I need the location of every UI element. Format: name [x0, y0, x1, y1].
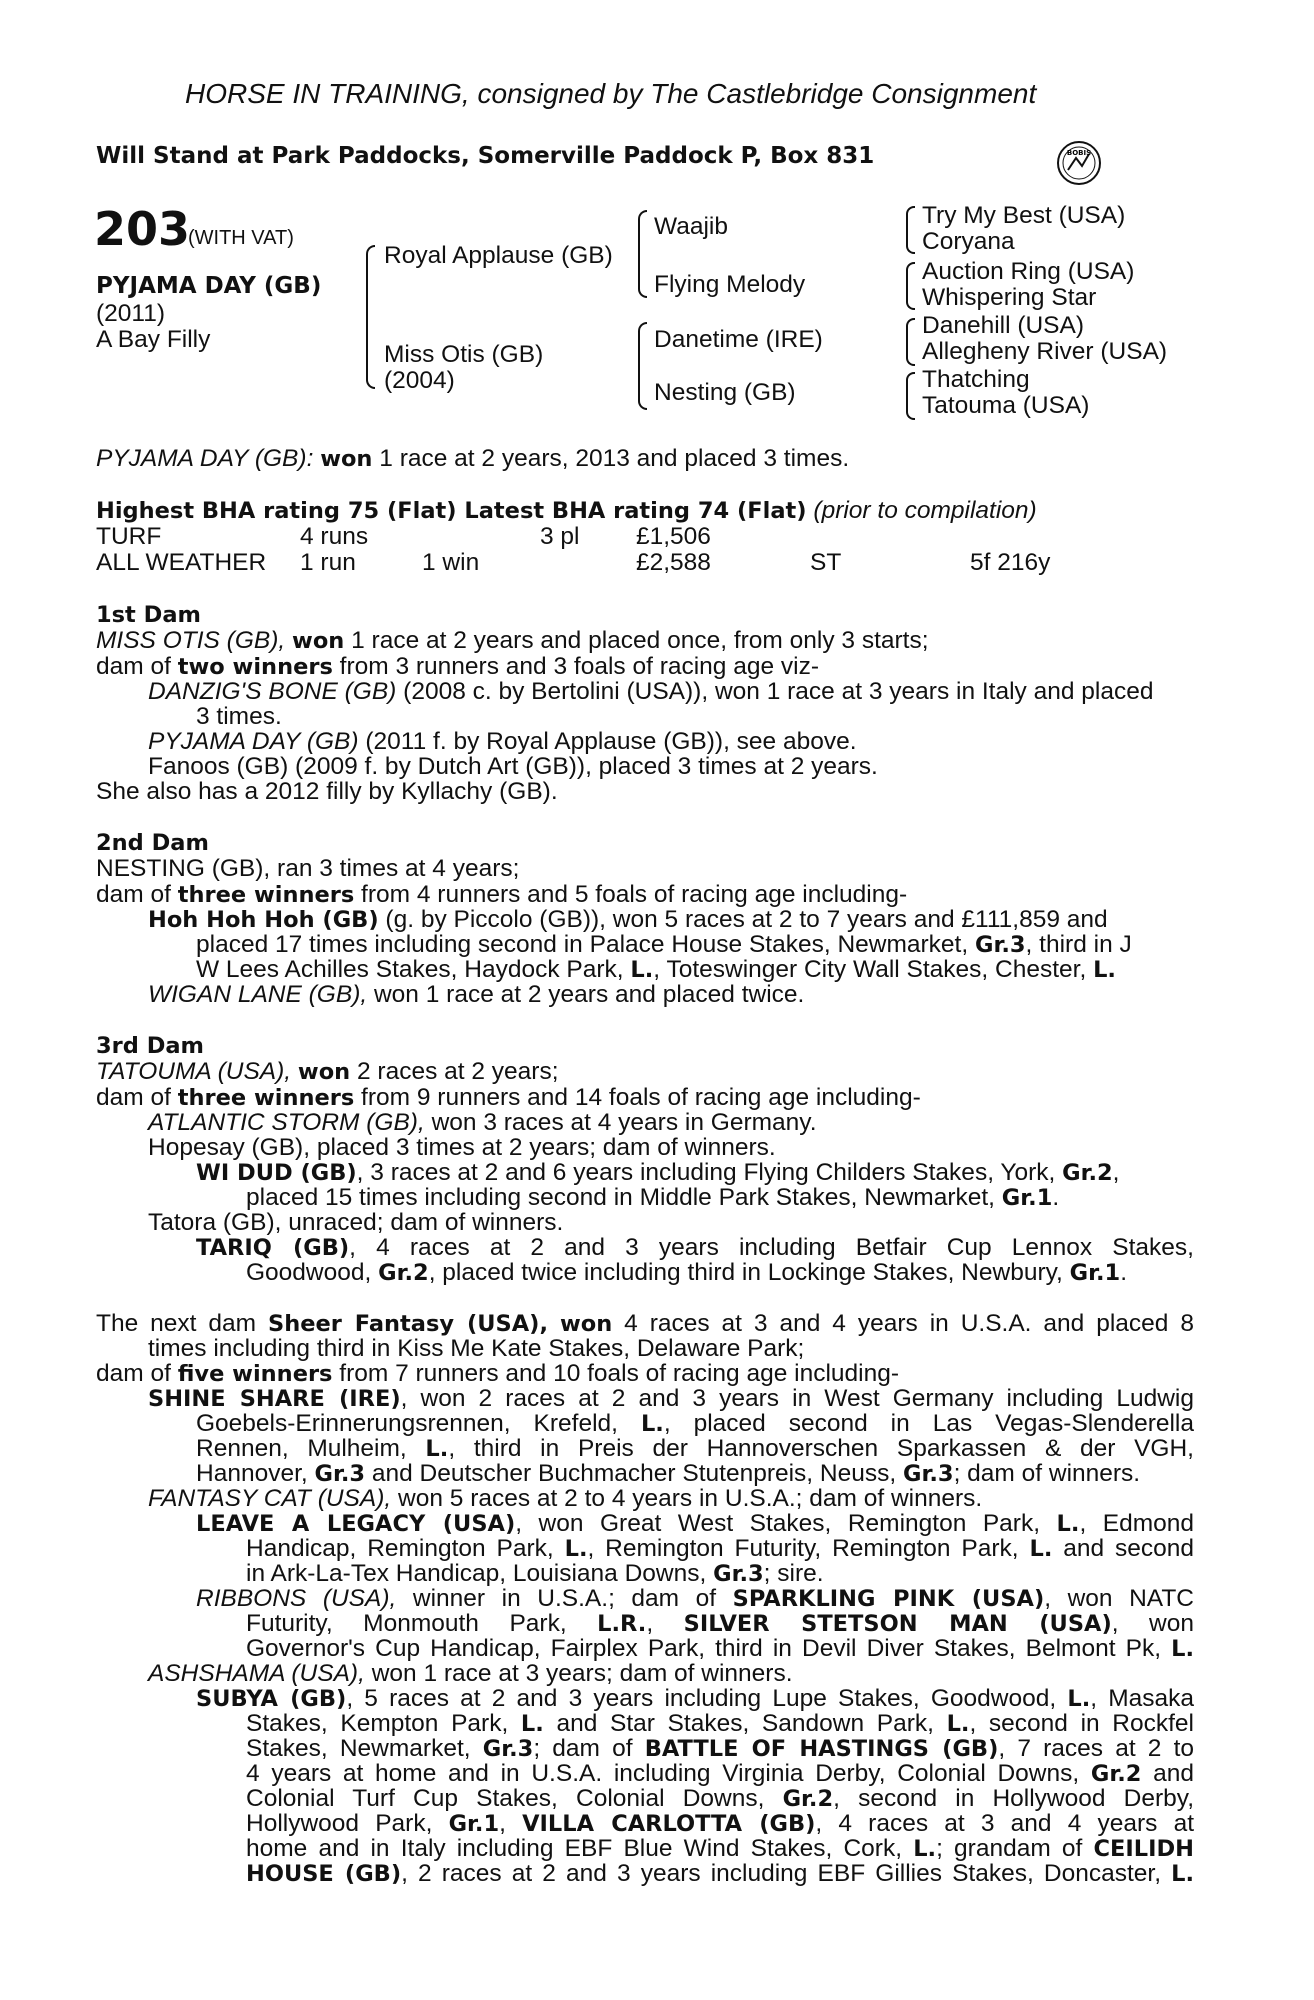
- dam2-line: Hoh Hoh Hoh (GB) (g. by Piccolo (GB)), won 5 races at 2 to 7 years and £111,859 and: [148, 906, 1108, 933]
- dam3-line: TATOUMA (USA), won 2 races at 2 years;: [96, 1058, 559, 1085]
- next-dam-line: The next dam Sheer Fantasy (USA), won 4 races at 3 and 4 years in U.S.A. and placed 8: [96, 1310, 1194, 1337]
- aw-label: ALL WEATHER: [96, 549, 267, 576]
- pedigree-brace-g3: [906, 318, 915, 366]
- dam1-line: Fanoos (GB) (2009 f. by Dutch Art (GB)), placed 3 times at 2 years.: [148, 753, 878, 780]
- aw-wins: 1 win: [422, 549, 480, 576]
- dam3-line: Goodwood, Gr.2, placed twice including third in Lockinge Stakes, Newbury, Gr.1.: [246, 1259, 1128, 1286]
- dam3-line: Hopesay (GB), placed 3 times at 2 years; dam of winners.: [148, 1134, 776, 1161]
- dam-dam: Nesting (GB): [654, 379, 796, 406]
- race-summary: PYJAMA DAY (GB): won 1 race at 2 years, 2013 and placed 3 times.: [96, 445, 850, 472]
- dam2-line: WIGAN LANE (GB), won 1 race at 2 years and placed twice.: [148, 981, 805, 1008]
- pedigree-gg-2: Coryana: [922, 228, 1015, 255]
- dam-name: Miss Otis (GB): [384, 341, 544, 368]
- svg-text:BOBIS: BOBIS: [1066, 149, 1092, 157]
- turf-money: £1,506: [636, 523, 711, 550]
- next-dam-line: home and in Italy including EBF Blue Wind Stakes, Cork, L.; grandam of CEILIDH: [246, 1835, 1194, 1862]
- next-dam-line: FANTASY CAT (USA), won 5 races at 2 to 4 years in U.S.A.; dam of winners.: [148, 1485, 983, 1512]
- pedigree-gg-7: Thatching: [922, 366, 1030, 393]
- aw-runs: 1 run: [300, 549, 356, 576]
- dam3-line: dam of three winners from 9 runners and 14 foals of racing age including-: [96, 1084, 921, 1111]
- dam1-line: dam of two winners from 3 runners and 3 foals of racing age viz-: [96, 653, 820, 680]
- lot-number: 203: [94, 202, 191, 256]
- turf-runs: 4 runs: [300, 523, 369, 550]
- next-dam-line: dam of five winners from 7 runners and 10 foals of racing age including-: [96, 1360, 900, 1387]
- horse-description: A Bay Filly: [96, 326, 211, 353]
- dam-sire: Danetime (IRE): [654, 326, 823, 353]
- pedigree-brace-dam: [638, 322, 647, 410]
- pedigree-brace-g4: [906, 372, 915, 420]
- dam2-heading: 2nd Dam: [96, 830, 209, 856]
- pedigree-brace-g1: [906, 206, 915, 254]
- next-dam-line: Stakes, Newmarket, Gr.3; dam of BATTLE OF HASTINGS (GB), 7 races at 2 to: [246, 1735, 1195, 1762]
- sire-sire: Waajib: [654, 213, 728, 240]
- dam2-line: placed 17 times including second in Palace House Stakes, Newmarket, Gr.3, third in J: [196, 931, 1132, 958]
- next-dam-line: times including third in Kiss Me Kate Stakes, Delaware Park;: [148, 1335, 805, 1362]
- next-dam-line: Hollywood Park, Gr.1, VILLA CARLOTTA (GB), 4 races at 3 and 4 years at: [246, 1810, 1195, 1837]
- next-dam-line: LEAVE A LEGACY (USA), won Great West Stakes, Remington Park, L., Edmond: [196, 1510, 1195, 1537]
- dam2-line: dam of three winners from 4 runners and 5 foals of racing age including-: [96, 881, 908, 908]
- next-dam-line: Governor's Cup Handicap, Fairplex Park, third in Devil Diver Stakes, Belmont Pk, L.: [246, 1635, 1194, 1662]
- dam3-line: Tatora (GB), unraced; dam of winners.: [148, 1209, 564, 1236]
- dam1-line: MISS OTIS (GB), won 1 race at 2 years and placed once, from only 3 starts;: [96, 627, 929, 654]
- page-title: HORSE IN TRAINING, consigned by The Castlebridge Consignment: [185, 78, 1037, 109]
- pedigree-gg-1: Try My Best (USA): [922, 202, 1126, 229]
- aw-money: £2,588: [636, 549, 711, 576]
- next-dam-line: ASHSHAMA (USA), won 1 race at 3 years; dam of winners.: [148, 1660, 793, 1687]
- sire-dam: Flying Melody: [654, 271, 806, 298]
- next-dam-line: Goebels-Erinnerungsrennen, Krefeld, L., placed second in Las Vegas-Slenderella: [196, 1410, 1194, 1437]
- next-dam-line: HOUSE (GB), 2 races at 2 and 3 years including EBF Gillies Stakes, Doncaster, L.: [246, 1860, 1195, 1887]
- dam3-line: ATLANTIC STORM (GB), won 3 races at 4 years in Germany.: [148, 1109, 817, 1136]
- next-dam-line: SHINE SHARE (IRE), won 2 races at 2 and 3 years in West Germany including Ludwig: [148, 1385, 1194, 1412]
- aw-distance: 5f 216y: [970, 549, 1051, 576]
- pedigree-gg-3: Auction Ring (USA): [922, 258, 1135, 285]
- horse-name: PYJAMA DAY (GB): [96, 273, 322, 299]
- next-dam-line: Futurity, Monmouth Park, L.R., SILVER STETSON MAN (USA), won: [246, 1610, 1194, 1637]
- pedigree-gg-4: Whispering Star: [922, 284, 1097, 311]
- pedigree-brace-main: [366, 245, 375, 389]
- dam2-line: W Lees Achilles Stakes, Haydock Park, L., Toteswinger City Wall Stakes, Chester, L.: [196, 956, 1116, 983]
- pedigree-gg-5: Danehill (USA): [922, 312, 1085, 339]
- next-dam-line: Handicap, Remington Park, L., Remington Futurity, Remington Park, L. and second: [246, 1535, 1194, 1562]
- pedigree-brace-sire: [638, 210, 647, 298]
- aw-course: ST: [810, 549, 842, 576]
- pedigree-gg-8: Tatouma (USA): [922, 392, 1090, 419]
- next-dam-line: RIBBONS (USA), winner in U.S.A.; dam of SPARKLING PINK (USA), won NATC: [196, 1585, 1194, 1612]
- turf-placed: 3 pl: [540, 523, 580, 550]
- next-dam-line: Colonial Turf Cup Stakes, Colonial Downs, Gr.2, second in Hollywood Derby,: [246, 1785, 1194, 1812]
- dam1-line: 3 times.: [196, 703, 282, 730]
- next-dam-line: in Ark-La-Tex Handicap, Louisiana Downs, Gr.3; sire.: [246, 1560, 824, 1587]
- dam1-line: She also has a 2012 filly by Kyllachy (GB).: [96, 778, 558, 805]
- dam3-line: WI DUD (GB), 3 races at 2 and 6 years including Flying Childers Stakes, York, Gr.2,: [196, 1159, 1120, 1186]
- vat-note: (WITH VAT): [188, 227, 294, 249]
- stand-location: Will Stand at Park Paddocks, Somerville Paddock P, Box 831: [96, 143, 875, 169]
- dam3-heading: 3rd Dam: [96, 1033, 204, 1059]
- dam3-line: TARIQ (GB), 4 races at 2 and 3 years including Betfair Cup Lennox Stakes,: [196, 1234, 1194, 1261]
- dam-year: (2004): [384, 367, 455, 394]
- dam1-heading: 1st Dam: [96, 602, 201, 628]
- sire-name: Royal Applause (GB): [384, 242, 613, 269]
- next-dam-line: Rennen, Mulheim, L., third in Preis der Hannoverschen Sparkassen & der VGH,: [196, 1435, 1194, 1462]
- bobis-logo: [1056, 140, 1102, 186]
- pedigree-gg-6: Allegheny River (USA): [922, 338, 1168, 365]
- dam3-line: placed 15 times including second in Middle Park Stakes, Newmarket, Gr.1.: [246, 1184, 1060, 1211]
- bha-ratings: Highest BHA rating 75 (Flat) Latest BHA rating 74 (Flat) (prior to compilation): [96, 497, 1037, 524]
- pedigree-brace-g2: [906, 262, 915, 310]
- dam1-line: DANZIG'S BONE (GB) (2008 c. by Bertolini (USA)), won 1 race at 3 years in Italy and placed: [148, 678, 1154, 705]
- dam2-line: NESTING (GB), ran 3 times at 4 years;: [96, 855, 520, 882]
- turf-label: TURF: [96, 523, 162, 550]
- next-dam-line: Hannover, Gr.3 and Deutscher Buchmacher Stutenpreis, Neuss, Gr.3; dam of winners.: [196, 1460, 1141, 1487]
- next-dam-line: 4 years at home and in U.S.A. including Virginia Derby, Colonial Downs, Gr.2 and: [246, 1760, 1195, 1787]
- next-dam-line: Stakes, Kempton Park, L. and Star Stakes, Sandown Park, L., second in Rockfel: [246, 1710, 1194, 1737]
- next-dam-line: SUBYA (GB), 5 races at 2 and 3 years including Lupe Stakes, Goodwood, L., Masaka: [196, 1685, 1195, 1712]
- horse-year: (2011): [96, 300, 166, 327]
- dam1-line: PYJAMA DAY (GB) (2011 f. by Royal Applause (GB)), see above.: [148, 728, 857, 755]
